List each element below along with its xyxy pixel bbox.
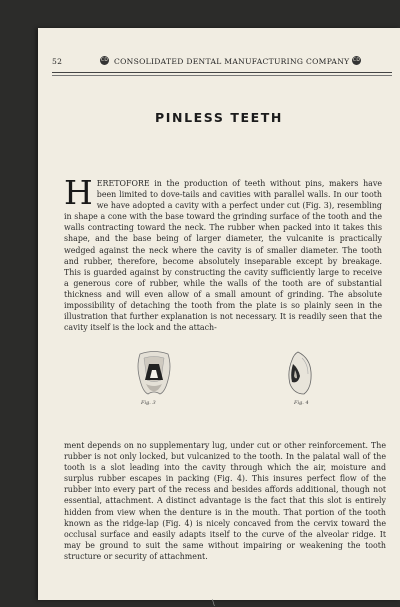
paragraph-2: ment depends on no supplementary lug, under cut or other reinforcement. The rubber is not only locked, but vulcanized to the tooth. In the palatal wall of the tooth is a slot leading into the cavity through which the air, moisture and surplus rubber escapes in packing (Fig. 4). This insures perfect flow of the rubber into every part of the recess and besides affords additional, though not essential, attachment. A distinct advantage is the fact that this slot is entirely hidden from view when the denture is in the mouth. That portion of the tooth known as the ridge-lap (Fig. 4) is nicely concaved from the cervix toward the occlusal surface and easily adapts itself to the curve of the alveolar ridge. It may be ground to suit the same without impairing or weakening the tooth structure or security of attachment.	[64, 441, 386, 561]
paragraph-1	[64, 173, 382, 333]
figure-4-caption: Fig. 4	[294, 400, 309, 406]
figure-4-tooth-illustration	[286, 350, 314, 396]
header-rule-thin	[52, 75, 392, 76]
company-logo-icon: CD	[100, 58, 109, 63]
drop-cap: H	[64, 173, 93, 212]
page-title: PINLESS TEETH	[155, 110, 283, 125]
paragraph-1-text: ERETOFORE in the production of teeth without pins, makers have been limited to dove-tails and cavities with parallel walls. In our tooth we have adopted a cavity with a perfect under cut (Fig. 3), resembling in shape a cone with the base toward the grinding surface of the tooth and the walls contracting toward the neck. The rubber when packed into it takes this shape, and the base being of larger diameter, the vulcanite is practically wedged against the neck where the cavity is of smaller diameter. The tooth and rubber, therefore, become absolutely inseparable except by breakage. This is guarded against by constructing the cavity sufficiently large to receive a generous core of rubber, while the walls of the tooth are of substantial thickness and will even allow of a small amount of grinding. The absolute impossibility of detaching the tooth from the plate is so plainly seen in the illustration that further explanation is not necessary. It is readily seen that the cavity itself is the lock and the attach-	[64, 179, 382, 333]
page-number: 52	[52, 57, 63, 66]
company-logo-icon-right: CD	[352, 58, 361, 63]
figure-3-caption: Fig. 3	[141, 400, 156, 406]
company-name: CONSOLIDATED DENTAL MANUFACTURING COMPANY	[114, 57, 350, 66]
page-blemish: \	[212, 598, 215, 607]
header-rule	[52, 72, 392, 73]
figure-3-tooth-illustration	[134, 350, 174, 396]
book-page	[38, 28, 400, 607]
running-header	[52, 56, 392, 70]
